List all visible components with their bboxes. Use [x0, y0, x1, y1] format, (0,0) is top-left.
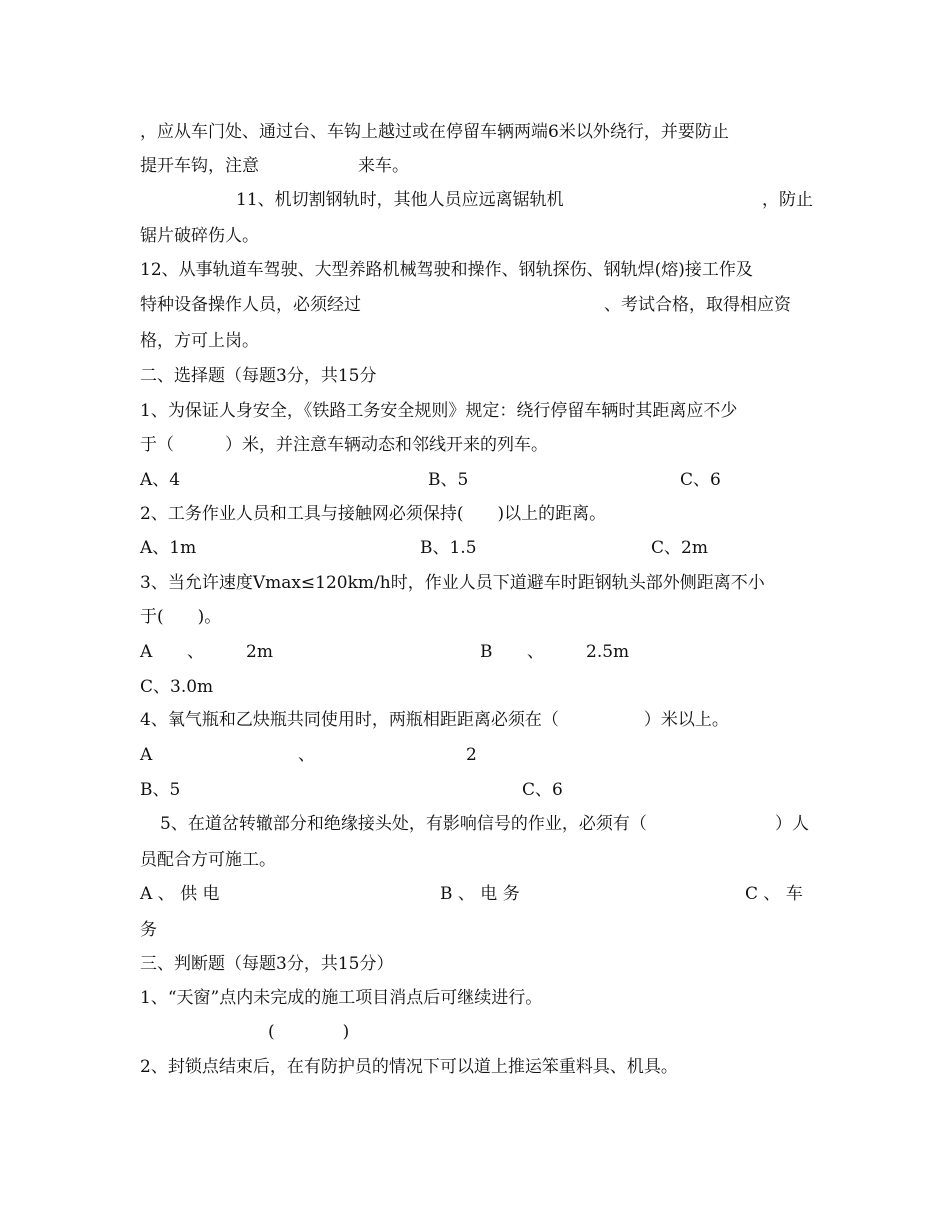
mc5-option-c-cont: 务 — [140, 920, 157, 940]
mc4-option-a-value: 2 — [466, 745, 477, 765]
mc5-option-a: A 、 供 电 — [140, 884, 220, 904]
section-3-title: 三、判断题（每题3分，共15分） — [140, 954, 394, 974]
q11-line-2: 锯片破碎伤人。 — [140, 226, 259, 246]
mc1-line-2: 于（ ）米，并注意车辆动态和邻线开来的列车。 — [140, 435, 548, 455]
mc3-option-b-sep: 、 — [527, 642, 544, 662]
mc1-option-b: B、5 — [428, 470, 469, 490]
tf1-answer-paren: ( ) — [268, 1022, 350, 1042]
mc3-option-c: C、3.0m — [140, 677, 214, 697]
mc4-option-b: B、5 — [140, 780, 181, 800]
mc3-option-a-sep: 、 — [187, 642, 204, 662]
q12-line-2-start: 特种设备操作人员，必须经过 — [140, 295, 361, 315]
mc5-line-1-end: ）人 — [775, 814, 809, 834]
q12-line-3: 格，方可上岗。 — [140, 331, 259, 351]
mc5-option-b: B 、 电 务 — [440, 884, 520, 904]
mc2-line-1: 2、工务作业人员和工具与接触网必须保持( )以上的距离。 — [140, 504, 607, 524]
q12-line-1: 12、从事轨道车驾驶、大型养路机械驾驶和操作、钢轨探伤、钢轨焊(熔)接工作及 — [140, 260, 753, 280]
mc3-option-b-letter: B — [480, 642, 493, 662]
mc3-option-b-value: 2.5m — [586, 642, 630, 662]
mc4-option-a-letter: A — [140, 745, 153, 765]
mc2-option-c: C、2m — [651, 538, 708, 558]
mc3-line-2: 于( )。 — [140, 607, 222, 627]
mc1-option-c: C、6 — [680, 470, 721, 490]
mc2-option-a: A、1m — [140, 538, 197, 558]
mc3-option-a-letter: A — [140, 642, 153, 662]
mc1-line-1: 1、为保证人身安全，《铁路工务安全规则》规定：绕行停留车辆时其距离应不少 — [140, 401, 738, 421]
mc5-line-2: 员配合方可施工。 — [140, 850, 276, 870]
q10-line-1: ，应从车门处、通过台、车钩上越过或在停留车辆两端6米以外绕行，并要防止 — [140, 122, 729, 142]
q11-line-1-end: ，防止 — [762, 190, 813, 210]
tf2-line-1: 2、封锁点结束后，在有防护员的情况下可以道上推运笨重料具、机具。 — [140, 1057, 678, 1077]
mc5-line-1-start: 5、在道岔转辙部分和绝缘接头处，有影响信号的作业，必须有（ — [160, 814, 647, 834]
mc3-line-1: 3、当允许速度Vmax≤120km/h时，作业人员下道避车时距钢轨头部外侧距离不小 — [140, 573, 765, 593]
mc4-line-1: 4、氧气瓶和乙炔瓶共同使用时，两瓶相距距离必须在（ ）米以上。 — [140, 710, 729, 730]
mc1-option-a: A、4 — [140, 470, 181, 490]
tf1-line-1: 1、“天窗”点内未完成的施工项目消点后可继续进行。 — [140, 988, 543, 1008]
q11-line-1-start: 11、机切割钢轨时，其他人员应远离锯轨机 — [236, 190, 564, 210]
section-2-title: 二、选择题（每题3分，共15分 — [140, 366, 377, 386]
q10-line-2-end: 来车。 — [358, 156, 409, 176]
mc5-option-c: C 、 车 — [745, 884, 803, 904]
mc4-option-a-sep: 、 — [298, 745, 315, 765]
mc4-option-c: C、6 — [522, 780, 563, 800]
mc2-option-b: B、1.5 — [420, 538, 477, 558]
q12-line-2-end: 、考试合格，取得相应资 — [604, 295, 791, 315]
mc3-option-a-value: 2m — [246, 642, 273, 662]
q10-line-2-start: 提开车钩，注意 — [140, 156, 259, 176]
